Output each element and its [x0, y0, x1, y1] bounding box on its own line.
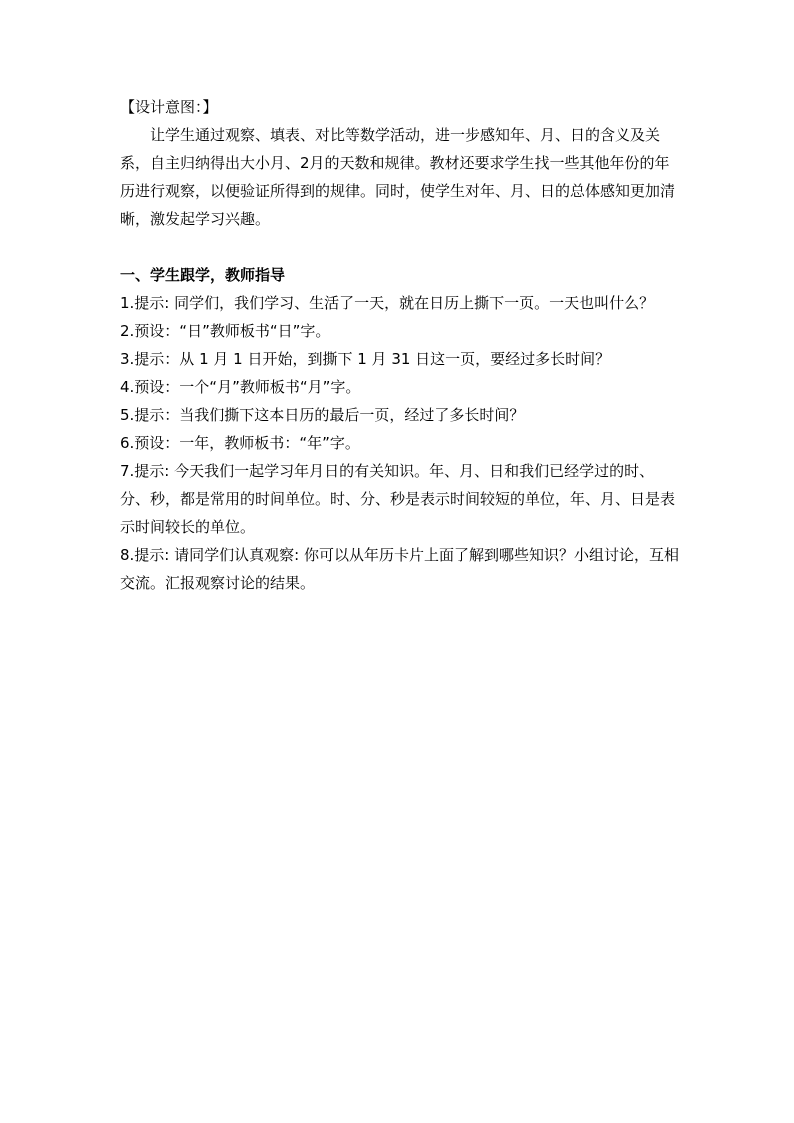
list-item-4: 4.预设：一个“月”教师板书“月”字。	[120, 378, 361, 396]
list-item-6: 6.预设：一年，教师板书：“年”字。	[120, 434, 360, 452]
list-item-1: 1.提示: 同学们，我们学习、生活了一天，就在日历上撕下一页。一天也叫什么？	[120, 294, 655, 312]
design-intent-title: 【设计意图：】	[120, 98, 218, 116]
document-page	[120, 93, 680, 597]
list-item-5: 5.提示：当我们撕下这本日历的最后一页，经过了多长时间？	[120, 406, 525, 424]
list-item-7: 7.提示: 今天我们一起学习年月日的有关知识。年、月、日和我们已经学过的时、分、秒，都是常用的时间单位。时、分、秒是表示时间较短的单位，年、月、日是表示时间较长的单位。	[120, 462, 676, 536]
section-title: 一、学生跟学，教师指导	[120, 266, 286, 284]
list-item-3: 3.提示：从 1 月 1 日开始，到撕下 1 月 31 日这一页，要经过多长时间？	[120, 350, 611, 368]
list-item-2: 2.预设：“日”教师板书“日”字。	[120, 322, 331, 340]
list-item-8: 8.提示: 请同学们认真观察: 你可以从年历卡片上面了解到哪些知识？小组讨论，互相交流。汇报观察讨论的结果。	[120, 546, 679, 592]
design-intent-body: 让学生通过观察、填表、对比等数学活动，进一步感知年、月、日的含义及关系，自主归纳得出大小月、2月的天数和规律。教材还要求学生找一些其他年份的年历进行观察，以便验证所得到的规律。同时，使学生对年、月、日的总体感知更加清晰，激发起学习兴趣。	[120, 126, 676, 228]
